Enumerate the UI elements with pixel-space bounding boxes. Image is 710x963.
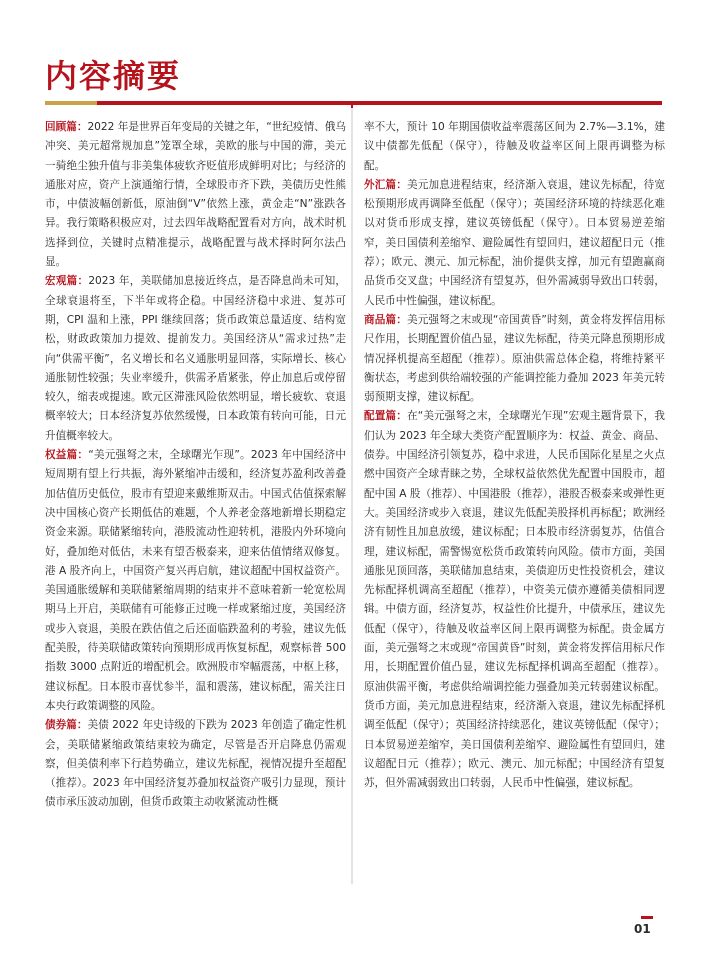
title-underline bbox=[45, 101, 662, 105]
section-text: 美元强弩之末或现“帝国黄昏”时刻，黄金将发挥信用标尺作用，长期配置价值凸显，建议先标配，待美元降息预期形成情况择机提高至超配（推荐）。原油供需总体企稳，将维持紧平衡状态，考虑到供给端较强的产能调控能力叠加 2023 年美元转弱预期支撑，建议标配。 bbox=[364, 313, 665, 404]
section-fx bbox=[364, 176, 665, 311]
section-text: 美债 2022 年史诗级的下跌为 2023 年创造了确定性机会，美联储紧缩政策结束较为确定，尽管是否开启降息仍需观察，但美债利率下行趋势确立，建议先标配，视情况提升至超配（推荐）。2023 年中国经济复苏叠加权益资产吸引力显现，预计债市承压波动加剧，但货币政策主动收紧流动性概 bbox=[45, 719, 346, 809]
section-heading: 权益篇： bbox=[45, 449, 89, 462]
section-heading: 配置篇： bbox=[364, 410, 407, 423]
section-text: 美元加息进程结束，经济渐入衰退，建议先标配，待宽松预期形成再调降至低配（保守）；英国经济环境的持续恶化难以对货币形成支撑，建议英镑低配（保守）。日本贸易逆差缩窄，美日国债利差缩窄、避险属性有望回归，建议超配日元（推荐）；欧元、澳元、加元标配，油价提供支撑，加元有望跑赢商品货币交叉盘；中国经济有望复苏，但外需减弱导致出口转弱，人民币中性偏强，建议标配。 bbox=[364, 178, 665, 307]
column-divider bbox=[351, 108, 353, 884]
left-column bbox=[45, 118, 346, 888]
section-heading: 回顾篇： bbox=[45, 121, 88, 133]
section-text: 2022 年是世界百年变局的关键之年，“世纪疫情、俄乌冲突、美元超常规加息”笼罩全球，美欧的胀与中国的滞，美元一骑绝尘独升值与非美集体疲软齐贬值形成鲜明对比；与经济的通胀对应，资产上演通缩行情，全球股市齐下跌，美债历史性熊市，中债波幅创新低，原油倒“V”依然上涨，黄金走“N”涨跌各异。我行策略积极应对，过去四年战略配置看对方向，战术时机选择到位，关键时点精准提示，战略配置与战术择时阿尔法凸显。 bbox=[45, 121, 346, 269]
section-heading: 债券篇： bbox=[45, 719, 88, 732]
section-bond-continued bbox=[364, 118, 665, 176]
section-allocation bbox=[364, 407, 665, 793]
section-heading: 外汇篇： bbox=[364, 178, 408, 191]
page-number-marker bbox=[641, 916, 653, 919]
section-heading: 商品篇： bbox=[364, 313, 407, 326]
section-equity bbox=[45, 446, 346, 716]
section-macro bbox=[45, 272, 346, 446]
section-commodity bbox=[364, 311, 665, 407]
section-heading: 宏观篇： bbox=[45, 275, 89, 288]
section-text: “美元强弩之末，全球曙光乍现”。2023 年中国经济中短周期有望上行共振，海外紧缩冲击缓和，经济复苏盈利改善叠加估值历史低位，股市有望迎来戴维斯双击。中国式估值探索解决中国核心资产长期低估的难题，个人养老金落地新增长期稳定资金来源。联储紧缩转向，港股流动性迎转机，港股内外环境向好，叠加绝对低估，未来有望否极泰来，迎来估值情绪双修复。港 A 股齐向上，中国资产复兴再启航，建议超配中国权益资产。美国通胀缓解和美联储紧缩周期的结束并不意味着新一轮宽松周期马上开启，美联储有可能修正过晚一样或紧缩过度，美国经济或步入衰退，美股在跌估值之后还面临跌盈利的考验，建议先低配美股，待美联储政策转向预期形成再恢复标配，观察标普 500 指数 3000 点附近的增配机会。欧洲股市窄幅震荡，中枢上移，建议标配。日本股市喜忧参半，温和震荡，建议标配，需关注日本央行政策调整的风险。 bbox=[45, 449, 346, 712]
page-number: 01 bbox=[634, 922, 651, 936]
section-text: 率不大，预计 10 年期国债收益率震荡区间为 2.7%—3.1%，建议中债都先低配（保守），待触及收益率区间上限再调整为标配。 bbox=[364, 121, 665, 172]
page-title: 内容摘要 bbox=[45, 57, 182, 95]
right-column bbox=[364, 118, 665, 868]
section-text: 2023 年，美联储加息接近终点，是否降息尚未可知，全球衰退将至，下半年或将企稳。中国经济稳中求进、复苏可期，CPI 温和上涨，PPI 继续回落；货币政策总量适度、结构宽松，财政政策加力提效、提前发力。美国经济从“需求过热”走向“供需平衡”，名义增长和名义通胀明显回落，实际增长、核心通胀韧性较强；失业率缓升，供需矛盾紧张，停止加息后或停留较久，缩表或提速。欧元区滞涨风险依然明显，增长疲软、衰退概率较大；日本经济复苏依然缓慢，日本政策有转向可能，日元升值概率较大。 bbox=[45, 275, 346, 442]
title-underline-accent bbox=[45, 101, 97, 105]
section-bond bbox=[45, 716, 346, 812]
section-review bbox=[45, 118, 346, 272]
section-text: 在“美元强弩之末，全球曙光乍现”宏观主题背景下，我们认为 2023 年全球大类资产配置顺序为：权益、黄金、商品、债券。中国经济引领复苏，稳中求进，人民币国际化星星之火点燃中国资产全球青睐之势，全球权益依然优先配置中国股市，超配中国 A 股（推荐）、中国港股（推荐），港股否极泰来或弹性更大。美国经济或步入衰退，建议先低配美股择机再标配；欧洲经济有韧性且加息放缓，建议标配；日本股市经济弱复苏，估值合理，建议标配，需警惕宽松货币政策转向风险。债市方面，美国通胀见顶回落，美联储加息结束，美债迎历史性投资机会，建议先标配择机调高至超配（推荐），中资美元债亦遵循美债相同逻辑。中债方面，经济复苏，权益性价比提升，中债承压，建议先低配（保守），待触及收益率区间上限再调整为标配。贵金属方面，美元强弩之末或现“帝国黄昏”时刻，黄金将发挥信用标尺作用，长期配置价值凸显，建议先标配择机调高至超配（推荐）。原油供需平衡，考虑供给端调控能力强叠加美元转弱建议标配。货币方面，美元加息进程结束，经济渐入衰退，建议先标配择机调至低配（保守）；英国经济持续恶化，建议英镑低配（保守）；日本贸易逆差缩窄，美日国债利差缩窄、避险属性有望回归，建议超配日元（推荐）；欧元、澳元、加元标配；中国经济有望复苏，但外需减弱致出口转弱，人民币中性偏强，建议标配。 bbox=[364, 410, 665, 790]
